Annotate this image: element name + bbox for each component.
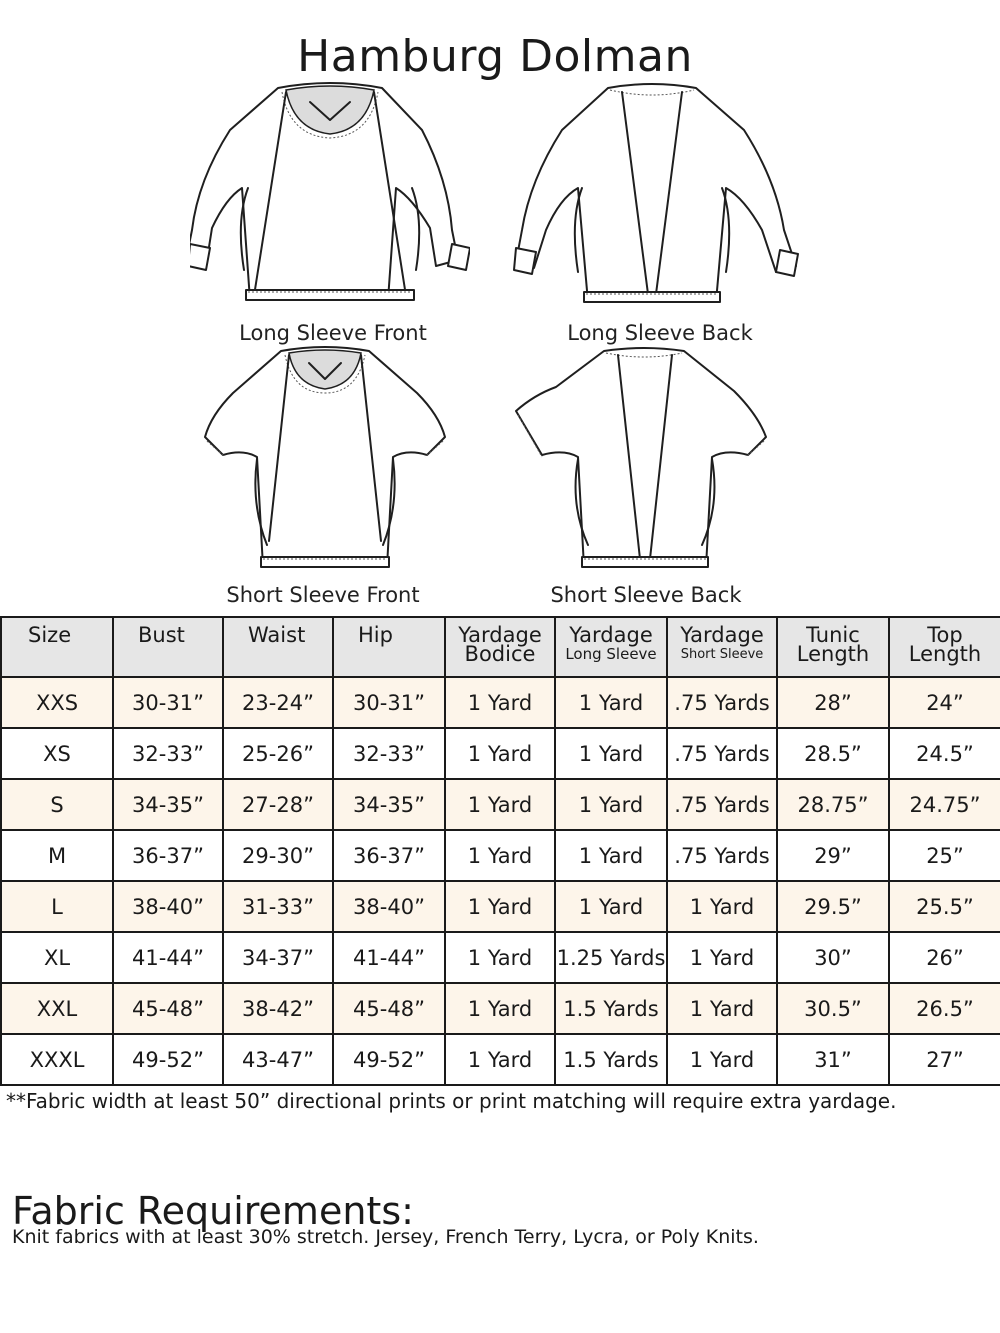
cell-bust: 41-44” <box>113 932 223 983</box>
table-row <box>1 932 1000 983</box>
cell-top-length: 24.5” <box>889 728 1000 779</box>
cell-yardage-short-sleeve: .75 Yards <box>667 677 777 728</box>
long-sleeve-back-illustration <box>512 80 802 315</box>
cell-yardage-bodice: 1 Yard <box>445 983 555 1034</box>
header-tunic-length <box>777 617 889 677</box>
fabric-requirements-text: Knit fabrics with at least 30% stretch. Jersey, French Terry, Lycra, or Poly Knits. <box>12 1226 759 1248</box>
cell-size: XS <box>1 728 113 779</box>
header-yardage-short-line1: Yardage <box>680 623 764 647</box>
header-top-length <box>889 617 1000 677</box>
cell-size: XL <box>1 932 113 983</box>
table-header-row <box>1 617 1000 677</box>
table-row <box>1 830 1000 881</box>
cell-yardage-short-sleeve: 1 Yard <box>667 983 777 1034</box>
cell-tunic-length: 28.75” <box>777 779 889 830</box>
cell-yardage-long-sleeve: 1.5 Yards <box>555 1034 667 1085</box>
header-yardage-bodice-line2: Bodice <box>464 642 536 666</box>
cell-waist: 23-24” <box>223 677 333 728</box>
cell-bust: 49-52” <box>113 1034 223 1085</box>
cell-hip: 49-52” <box>333 1034 445 1085</box>
table-row <box>1 881 1000 932</box>
cell-size: XXXL <box>1 1034 113 1085</box>
cell-size: XXS <box>1 677 113 728</box>
cell-hip: 38-40” <box>333 881 445 932</box>
header-yardage-short-sleeve <box>667 617 777 677</box>
cell-tunic-length: 28” <box>777 677 889 728</box>
cell-size: L <box>1 881 113 932</box>
table-row <box>1 779 1000 830</box>
fabric-requirements-heading: Fabric Requirements: <box>12 1188 414 1233</box>
cell-waist: 34-37” <box>223 932 333 983</box>
caption-long-sleeve-front: Long Sleeve Front <box>239 321 427 345</box>
table-row <box>1 983 1000 1034</box>
header-bust: Bust <box>113 617 223 677</box>
cell-yardage-bodice: 1 Yard <box>445 881 555 932</box>
cell-yardage-short-sleeve: .75 Yards <box>667 779 777 830</box>
table-row <box>1 728 1000 779</box>
page-title: Hamburg Dolman <box>297 31 693 83</box>
header-top-line2: Length <box>908 642 982 666</box>
size-chart-table <box>0 616 1000 1086</box>
cell-size: M <box>1 830 113 881</box>
cell-tunic-length: 30.5” <box>777 983 889 1034</box>
cell-hip: 34-35” <box>333 779 445 830</box>
cell-top-length: 24” <box>889 677 1000 728</box>
cell-yardage-bodice: 1 Yard <box>445 932 555 983</box>
cell-yardage-long-sleeve: 1.25 Yards <box>555 932 667 983</box>
cell-waist: 31-33” <box>223 881 333 932</box>
table-row <box>1 1034 1000 1085</box>
cell-size: XXL <box>1 983 113 1034</box>
cell-tunic-length: 30” <box>777 932 889 983</box>
cell-waist: 29-30” <box>223 830 333 881</box>
cell-bust: 36-37” <box>113 830 223 881</box>
cell-yardage-long-sleeve: 1 Yard <box>555 677 667 728</box>
header-tunic-line2: Length <box>796 642 870 666</box>
cell-hip: 45-48” <box>333 983 445 1034</box>
cell-bust: 45-48” <box>113 983 223 1034</box>
cell-top-length: 25.5” <box>889 881 1000 932</box>
cell-yardage-short-sleeve: .75 Yards <box>667 728 777 779</box>
cell-top-length: 27” <box>889 1034 1000 1085</box>
header-yardage-long-line2: Long Sleeve <box>565 645 657 663</box>
header-top-line1: Top <box>927 623 963 647</box>
cell-yardage-bodice: 1 Yard <box>445 830 555 881</box>
caption-short-sleeve-front: Short Sleeve Front <box>226 583 420 607</box>
cell-yardage-short-sleeve: 1 Yard <box>667 881 777 932</box>
header-yardage-short-line2: Short Sleeve <box>680 647 764 662</box>
cell-yardage-bodice: 1 Yard <box>445 677 555 728</box>
cell-bust: 30-31” <box>113 677 223 728</box>
header-yardage-long-line1: Yardage <box>569 623 653 647</box>
cell-yardage-bodice: 1 Yard <box>445 779 555 830</box>
header-hip <box>333 617 445 677</box>
cell-bust: 32-33” <box>113 728 223 779</box>
header-yardage-bodice-line1: Yardage <box>458 623 542 647</box>
header-hip-text: Hip <box>358 623 393 647</box>
cell-yardage-short-sleeve: 1 Yard <box>667 1034 777 1085</box>
cell-yardage-long-sleeve: 1 Yard <box>555 779 667 830</box>
header-yardage-long-sleeve <box>555 617 667 677</box>
caption-long-sleeve-back: Long Sleeve Back <box>567 321 753 345</box>
table-row <box>1 677 1000 728</box>
cell-hip: 30-31” <box>333 677 445 728</box>
cell-waist: 27-28” <box>223 779 333 830</box>
long-sleeve-front-illustration <box>190 80 470 315</box>
short-sleeve-front-illustration <box>195 345 455 577</box>
cell-bust: 34-35” <box>113 779 223 830</box>
caption-short-sleeve-back: Short Sleeve Back <box>550 583 742 607</box>
cell-tunic-length: 29.5” <box>777 881 889 932</box>
header-tunic-line1: Tunic <box>806 623 860 647</box>
cell-top-length: 24.75” <box>889 779 1000 830</box>
cell-tunic-length: 29” <box>777 830 889 881</box>
cell-waist: 38-42” <box>223 983 333 1034</box>
cell-yardage-bodice: 1 Yard <box>445 728 555 779</box>
cell-waist: 43-47” <box>223 1034 333 1085</box>
cell-yardage-long-sleeve: 1.5 Yards <box>555 983 667 1034</box>
cell-yardage-short-sleeve: 1 Yard <box>667 932 777 983</box>
cell-yardage-bodice: 1 Yard <box>445 1034 555 1085</box>
short-sleeve-back-illustration <box>512 345 777 577</box>
fabric-width-note: **Fabric width at least 50” directional prints or print matching will require extra yardage. <box>6 1089 897 1113</box>
cell-top-length: 26” <box>889 932 1000 983</box>
cell-yardage-long-sleeve: 1 Yard <box>555 728 667 779</box>
cell-yardage-short-sleeve: .75 Yards <box>667 830 777 881</box>
cell-tunic-length: 31” <box>777 1034 889 1085</box>
header-waist: Waist <box>223 617 333 677</box>
cell-yardage-long-sleeve: 1 Yard <box>555 881 667 932</box>
cell-bust: 38-40” <box>113 881 223 932</box>
cell-size: S <box>1 779 113 830</box>
cell-hip: 36-37” <box>333 830 445 881</box>
cell-yardage-long-sleeve: 1 Yard <box>555 830 667 881</box>
cell-tunic-length: 28.5” <box>777 728 889 779</box>
header-yardage-bodice <box>445 617 555 677</box>
cell-top-length: 26.5” <box>889 983 1000 1034</box>
header-size: Size <box>1 617 113 677</box>
cell-waist: 25-26” <box>223 728 333 779</box>
cell-top-length: 25” <box>889 830 1000 881</box>
cell-hip: 41-44” <box>333 932 445 983</box>
cell-hip: 32-33” <box>333 728 445 779</box>
